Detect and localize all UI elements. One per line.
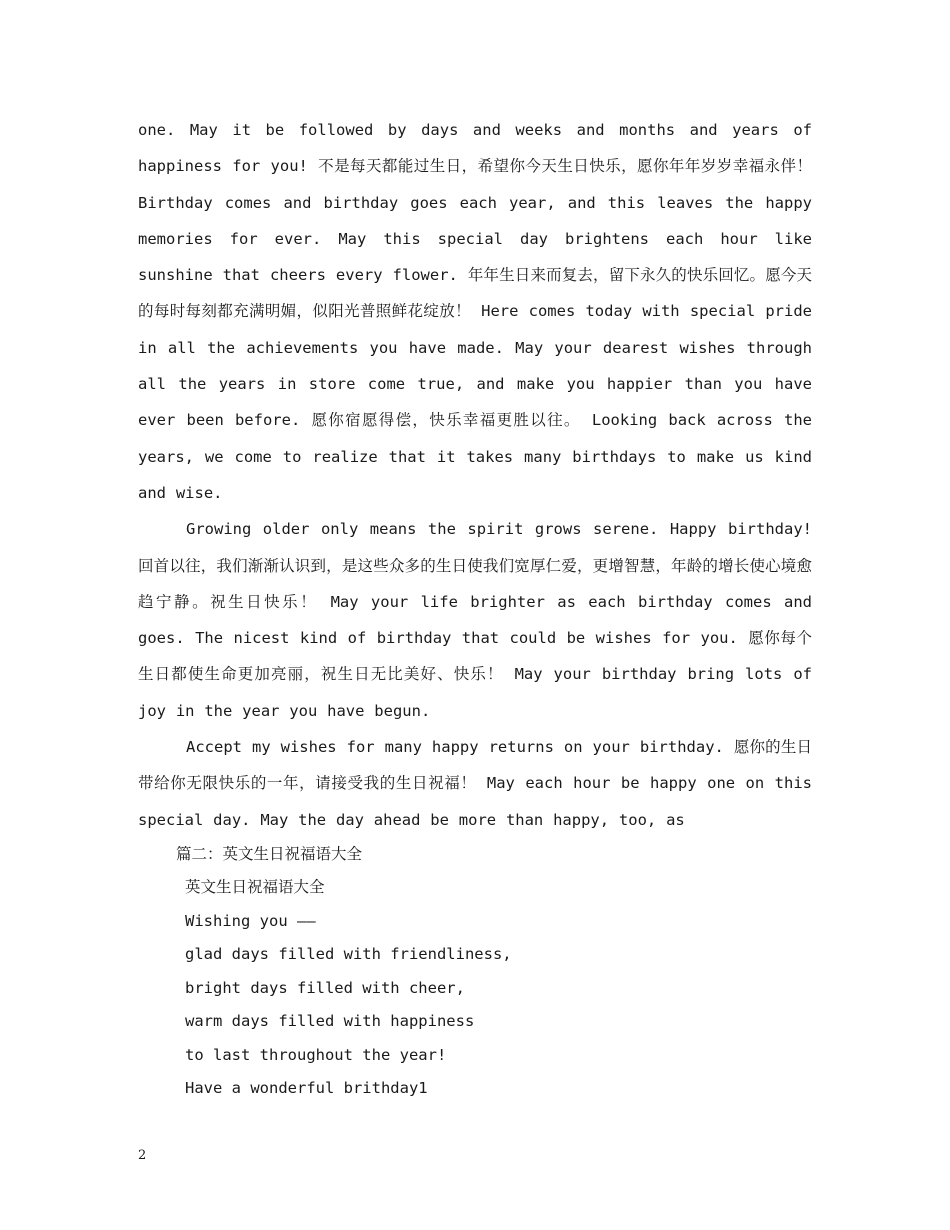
paragraph: Accept my wishes for many happy returns on your birthday. 愿你的生日带给你无限快乐的一年，请接受我的生日祝福！ May each hour be happy one on this special day. May the day ahead be more than happy, too, as (138, 738, 812, 829)
text-line: to last throughout the year! (185, 1045, 447, 1064)
section (138, 838, 812, 1106)
page-number: 2 (138, 1148, 147, 1163)
text-line: Have a wonderful brithday1 (185, 1079, 428, 1098)
text-line: bright days filled with cheer, (185, 978, 465, 997)
paragraph: Growing older only means the spirit grows serene. Happy birthday! 回首以往，我们渐渐认识到，是这些众多的生日使我们宽厚仁爱，更增智慧，年龄的增长使心境愈趋宁静。祝生日快乐！ May your life brighter as each birthday comes and goes. The nicest kind of birthday that could be wishes for you. 愿你每个生日都使生命更加亮丽，祝生日无比美好、快乐！ May your birthday bring lots of joy in the year you have begun. (138, 520, 812, 720)
paragraph: one. May it be followed by days and weeks and months and years of happiness for you! 不是每天都能过生日，希望你今天生日快乐，愿你年年岁岁幸福永伴！ Birthday comes and birthday goes each year, and this leaves the happy memories for ever. May this special day brightens each hour like sunshine that cheers every flower. 年年生日来而复去，留下永久的快乐回忆。愿今天的每时每刻都充满明媚，似阳光普照鲜花绽放！ Here comes today with special pride in all the achievements you have made. May your dearest wishes through all the years in store come true, and make you happier than you have ever been before. 愿你宿愿得偿，快乐幸福更胜以往。 Looking back across the years, we come to realize that it takes many birthdays to make us kind and wise. (138, 121, 812, 502)
text-line: 英文生日祝福语大全 (185, 878, 325, 897)
section-title: 篇二：英文生日祝福语大全 (176, 844, 363, 863)
text-line: Wishing you —— (185, 911, 316, 930)
text-line: warm days filled with happiness (185, 1012, 475, 1031)
text-line: glad days filled with friendliness, (185, 945, 512, 964)
body-text (138, 112, 812, 1106)
